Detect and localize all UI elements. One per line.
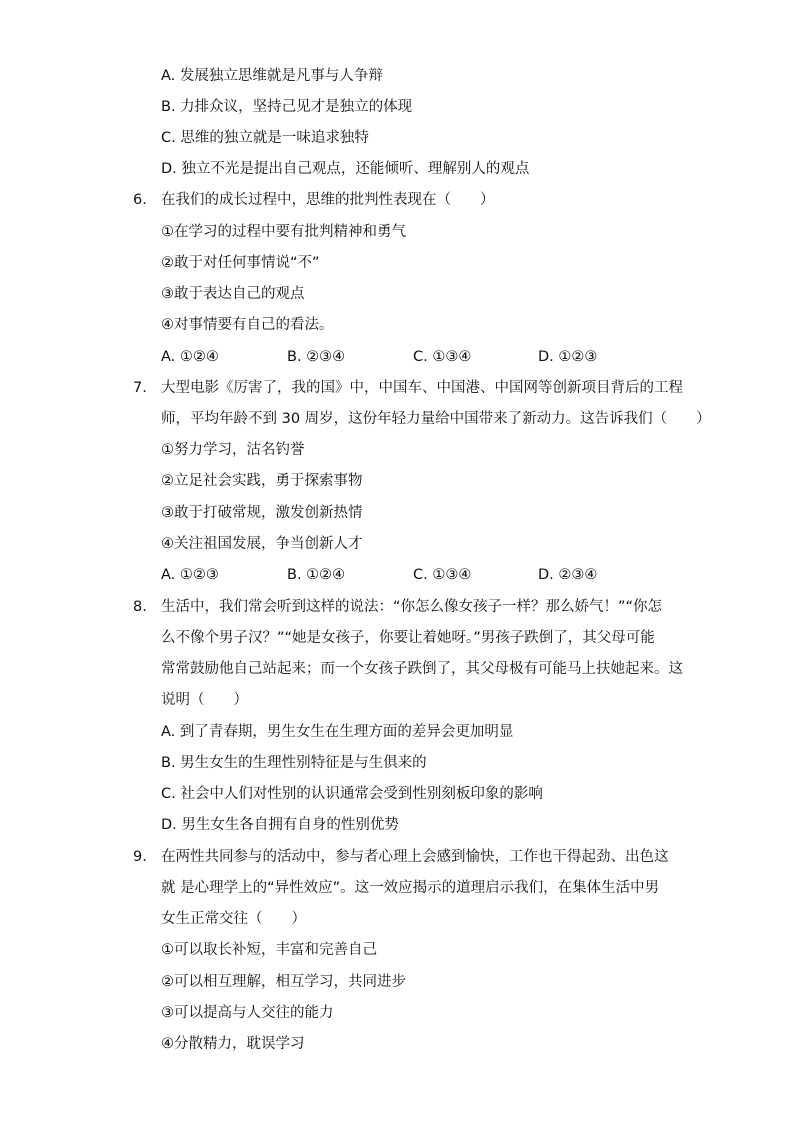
q6-stem: 在我们的成长过程中，思维的批判性表现在（ ） — [161, 192, 495, 208]
q9-stem-line-3: 女生正常交往（ ） — [161, 911, 306, 927]
q8-option-c: C. 社会中人们对性别的认识通常会受到性别刻板印象的影响 — [161, 786, 543, 802]
q8-option-a: A. 到了青春期，男生女生在生理方面的差异会更加明显 — [161, 724, 514, 740]
q9-item-3: ③可以提高与人交往的能力 — [161, 1005, 334, 1021]
q6-option-d: D. ①②③ — [538, 349, 598, 365]
q9-item-2: ②可以相互理解，相互学习，共同进步 — [161, 974, 406, 990]
q6-option-a: A. ①②④ — [161, 349, 219, 365]
q7-item-1: ①努力学习，沽名钓誉 — [161, 442, 305, 458]
q7-item-2: ②立足社会实践，勇于探索事物 — [161, 473, 363, 489]
q7-option-d: D. ②③④ — [538, 567, 598, 583]
q5-option-c: C. 思维的独立就是一味追求独特 — [161, 130, 369, 146]
q9-number: 9. — [133, 849, 147, 865]
q6-item-3: ③敢于表达自己的观点 — [161, 286, 305, 302]
q8-stem-line-4: 说明（ ） — [161, 692, 248, 708]
q9-stem-line-1: 在两性共同参与的活动中，参与者心理上会感到愉快，工作也干得起劲、出色这 — [161, 849, 669, 865]
q7-stem-line-2: 师，平均年龄不到 30 周岁，这份年轻力量给中国带来了新动力。这告诉我们（ ） — [161, 411, 711, 427]
q9-stem-line-2: 就 是心理学上的“异性效应”。这一效应揭示的道理启示我们，在集体生活中男 — [161, 880, 660, 896]
q6-item-2: ②敢于对任何事情说“不” — [161, 255, 320, 271]
q6-option-b: B. ②③④ — [287, 349, 346, 365]
q7-stem-line-1: 大型电影《厉害了，我的国》中，中国车、中国港、中国网等创新项目背后的工程 — [161, 380, 683, 396]
q7-option-b: B. ①②④ — [287, 567, 346, 583]
q6-number: 6. — [133, 192, 147, 208]
q7-option-a: A. ①②③ — [161, 567, 219, 583]
q8-stem-line-3: 常常鼓励他自己站起来；而一个女孩子跌倒了，其父母极有可能马上扶她起来。这 — [161, 661, 683, 677]
q9-item-1: ①可以取长补短，丰富和完善自己 — [161, 942, 377, 958]
q6-item-1: ①在学习的过程中要有批判精神和勇气 — [161, 224, 406, 240]
q8-stem-line-2: 么不像个男子汉？”“她是女孩子，你要让着她呀。”男孩子跌倒了，其父母可能 — [161, 630, 655, 646]
q8-option-b: B. 男生女生的生理性别特征是与生俱来的 — [161, 755, 427, 771]
q8-option-d: D. 男生女生各自拥有自身的性别优势 — [161, 817, 399, 833]
q8-number: 8. — [133, 599, 147, 615]
q5-option-b: B. 力排众议，坚持己见才是独立的体现 — [161, 99, 413, 115]
q9-item-4: ④分散精力，耽误学习 — [161, 1036, 305, 1052]
q8-stem-line-1: 生活中，我们常会听到这样的说法：“你怎么像女孩子一样？那么娇气！”“你怎 — [161, 599, 663, 615]
q5-option-d: D. 独立不光是提出自己观点，还能倾听、理解别人的观点 — [161, 161, 530, 177]
q5-option-a: A. 发展独立思维就是凡事与人争辩 — [161, 68, 383, 84]
q7-number: 7. — [133, 380, 147, 396]
q7-item-4: ④关注祖国发展，争当创新人才 — [161, 536, 363, 552]
q6-option-c: C. ①③④ — [413, 349, 472, 365]
q7-item-3: ③敢于打破常规，激发创新热情 — [161, 505, 363, 521]
q7-option-c: C. ①③④ — [413, 567, 472, 583]
q6-item-4: ④对事情要有自己的看法。 — [161, 317, 334, 333]
